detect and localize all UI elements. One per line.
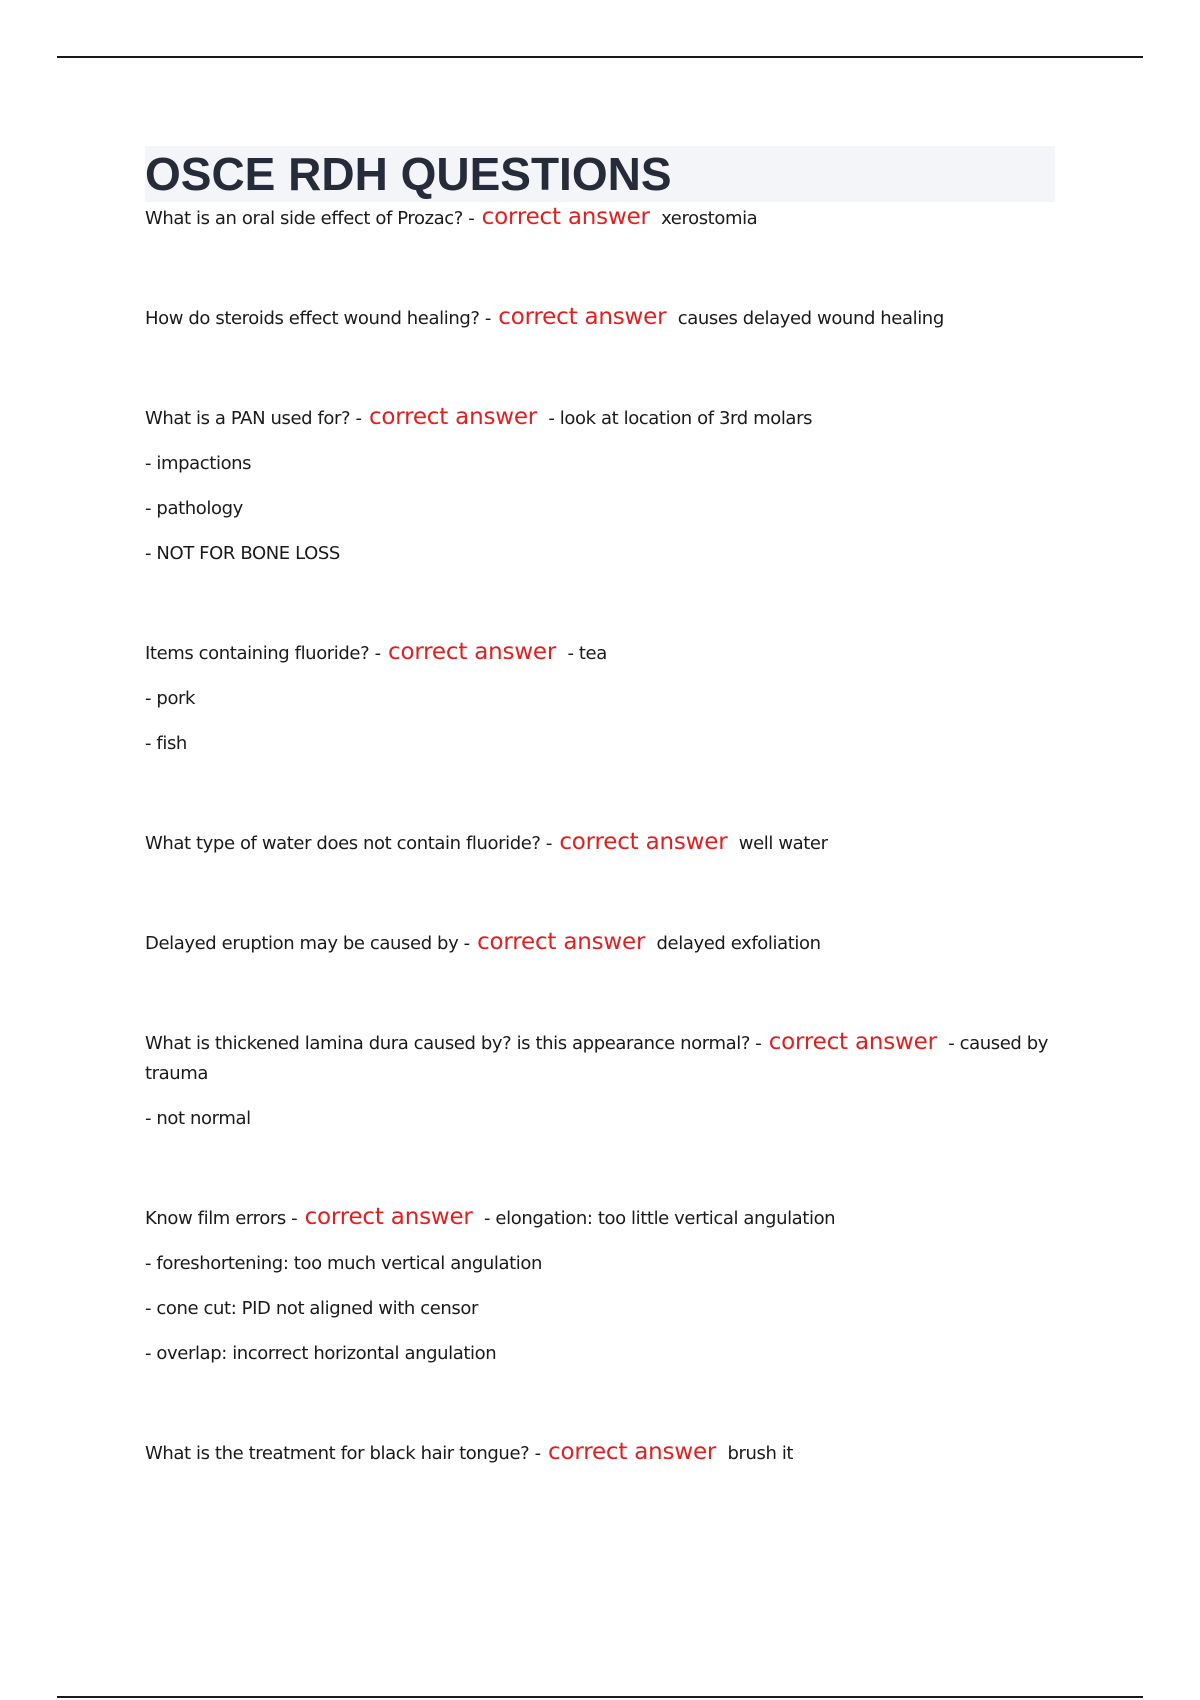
qa-line — [145, 827, 1055, 859]
answer-text: - tea — [567, 643, 607, 664]
correct-answer-marker: correct answer — [477, 929, 646, 955]
correct-answer-marker: correct answer — [498, 304, 667, 330]
answer-text: delayed exfoliation — [656, 933, 821, 954]
correct-answer-marker: correct answer — [388, 639, 557, 665]
question-text: Know film errors - — [145, 1208, 298, 1229]
answer-text: - caused by trauma — [145, 1033, 1049, 1084]
question-text: What is an oral side effect of Prozac? - — [145, 208, 475, 229]
question-text: Delayed eruption may be caused by - — [145, 933, 470, 954]
answer-text: xerostomia — [661, 208, 758, 229]
answer-continuation: - NOT FOR BONE LOSS — [145, 543, 340, 564]
qa-item-1 — [145, 202, 1055, 234]
answer-continuation: - foreshortening: too much vertical angulation — [145, 1253, 542, 1274]
question-text: What is thickened lamina dura caused by? is this appearance normal? - — [145, 1033, 762, 1054]
document-title: OSCE RDH QUESTIONS — [145, 148, 672, 200]
correct-answer-marker: correct answer — [768, 1029, 937, 1055]
qa-item-3 — [145, 402, 1055, 569]
answer-text: brush it — [727, 1443, 794, 1464]
qa-line — [145, 1437, 1055, 1469]
qa-item-2 — [145, 302, 1055, 334]
question-text: What is a PAN used for? - — [145, 408, 362, 429]
qa-item-5 — [145, 827, 1055, 859]
question-text: What is the treatment for black hair tongue? - — [145, 1443, 541, 1464]
qa-line — [145, 637, 1055, 669]
question-text: What type of water does not contain fluoride? - — [145, 833, 553, 854]
answer-continuation: - fish — [145, 733, 187, 754]
answer-continuation: - not normal — [145, 1108, 251, 1129]
qa-line — [145, 1202, 1055, 1234]
correct-answer-marker: correct answer — [481, 204, 650, 230]
bottom-rule — [57, 1696, 1143, 1698]
correct-answer-marker: correct answer — [368, 404, 538, 430]
title-banner — [145, 146, 1055, 202]
question-text: How do steroids effect wound healing? - — [145, 308, 491, 329]
correct-answer-marker: correct answer — [548, 1439, 717, 1465]
answer-text: - look at location of 3rd molars — [548, 408, 813, 429]
qa-line — [145, 1027, 1055, 1089]
answer-text: causes delayed wound healing — [677, 308, 944, 329]
qa-item-8 — [145, 1202, 1055, 1369]
answer-text: - elongation: too little vertical angulation — [484, 1208, 836, 1229]
answer-continuation: - cone cut: PID not aligned with censor — [145, 1298, 478, 1319]
qa-line — [145, 302, 1055, 334]
qa-item-6 — [145, 927, 1055, 959]
answer-continuation: - impactions — [145, 453, 252, 474]
qa-line — [145, 402, 1055, 434]
question-text: Items containing fluoride? - — [145, 643, 381, 664]
answer-continuation: - pathology — [145, 498, 243, 519]
answer-continuation: - overlap: incorrect horizontal angulation — [145, 1343, 497, 1364]
document-body — [145, 146, 1055, 1469]
qa-line — [145, 927, 1055, 959]
top-rule — [57, 56, 1143, 58]
correct-answer-marker: correct answer — [304, 1204, 473, 1230]
qa-item-7 — [145, 1027, 1055, 1134]
answer-text: well water — [738, 833, 828, 854]
qa-line — [145, 202, 1055, 234]
qa-item-9 — [145, 1437, 1055, 1469]
qa-item-4 — [145, 637, 1055, 759]
answer-continuation: - pork — [145, 688, 196, 709]
correct-answer-marker: correct answer — [559, 829, 728, 855]
